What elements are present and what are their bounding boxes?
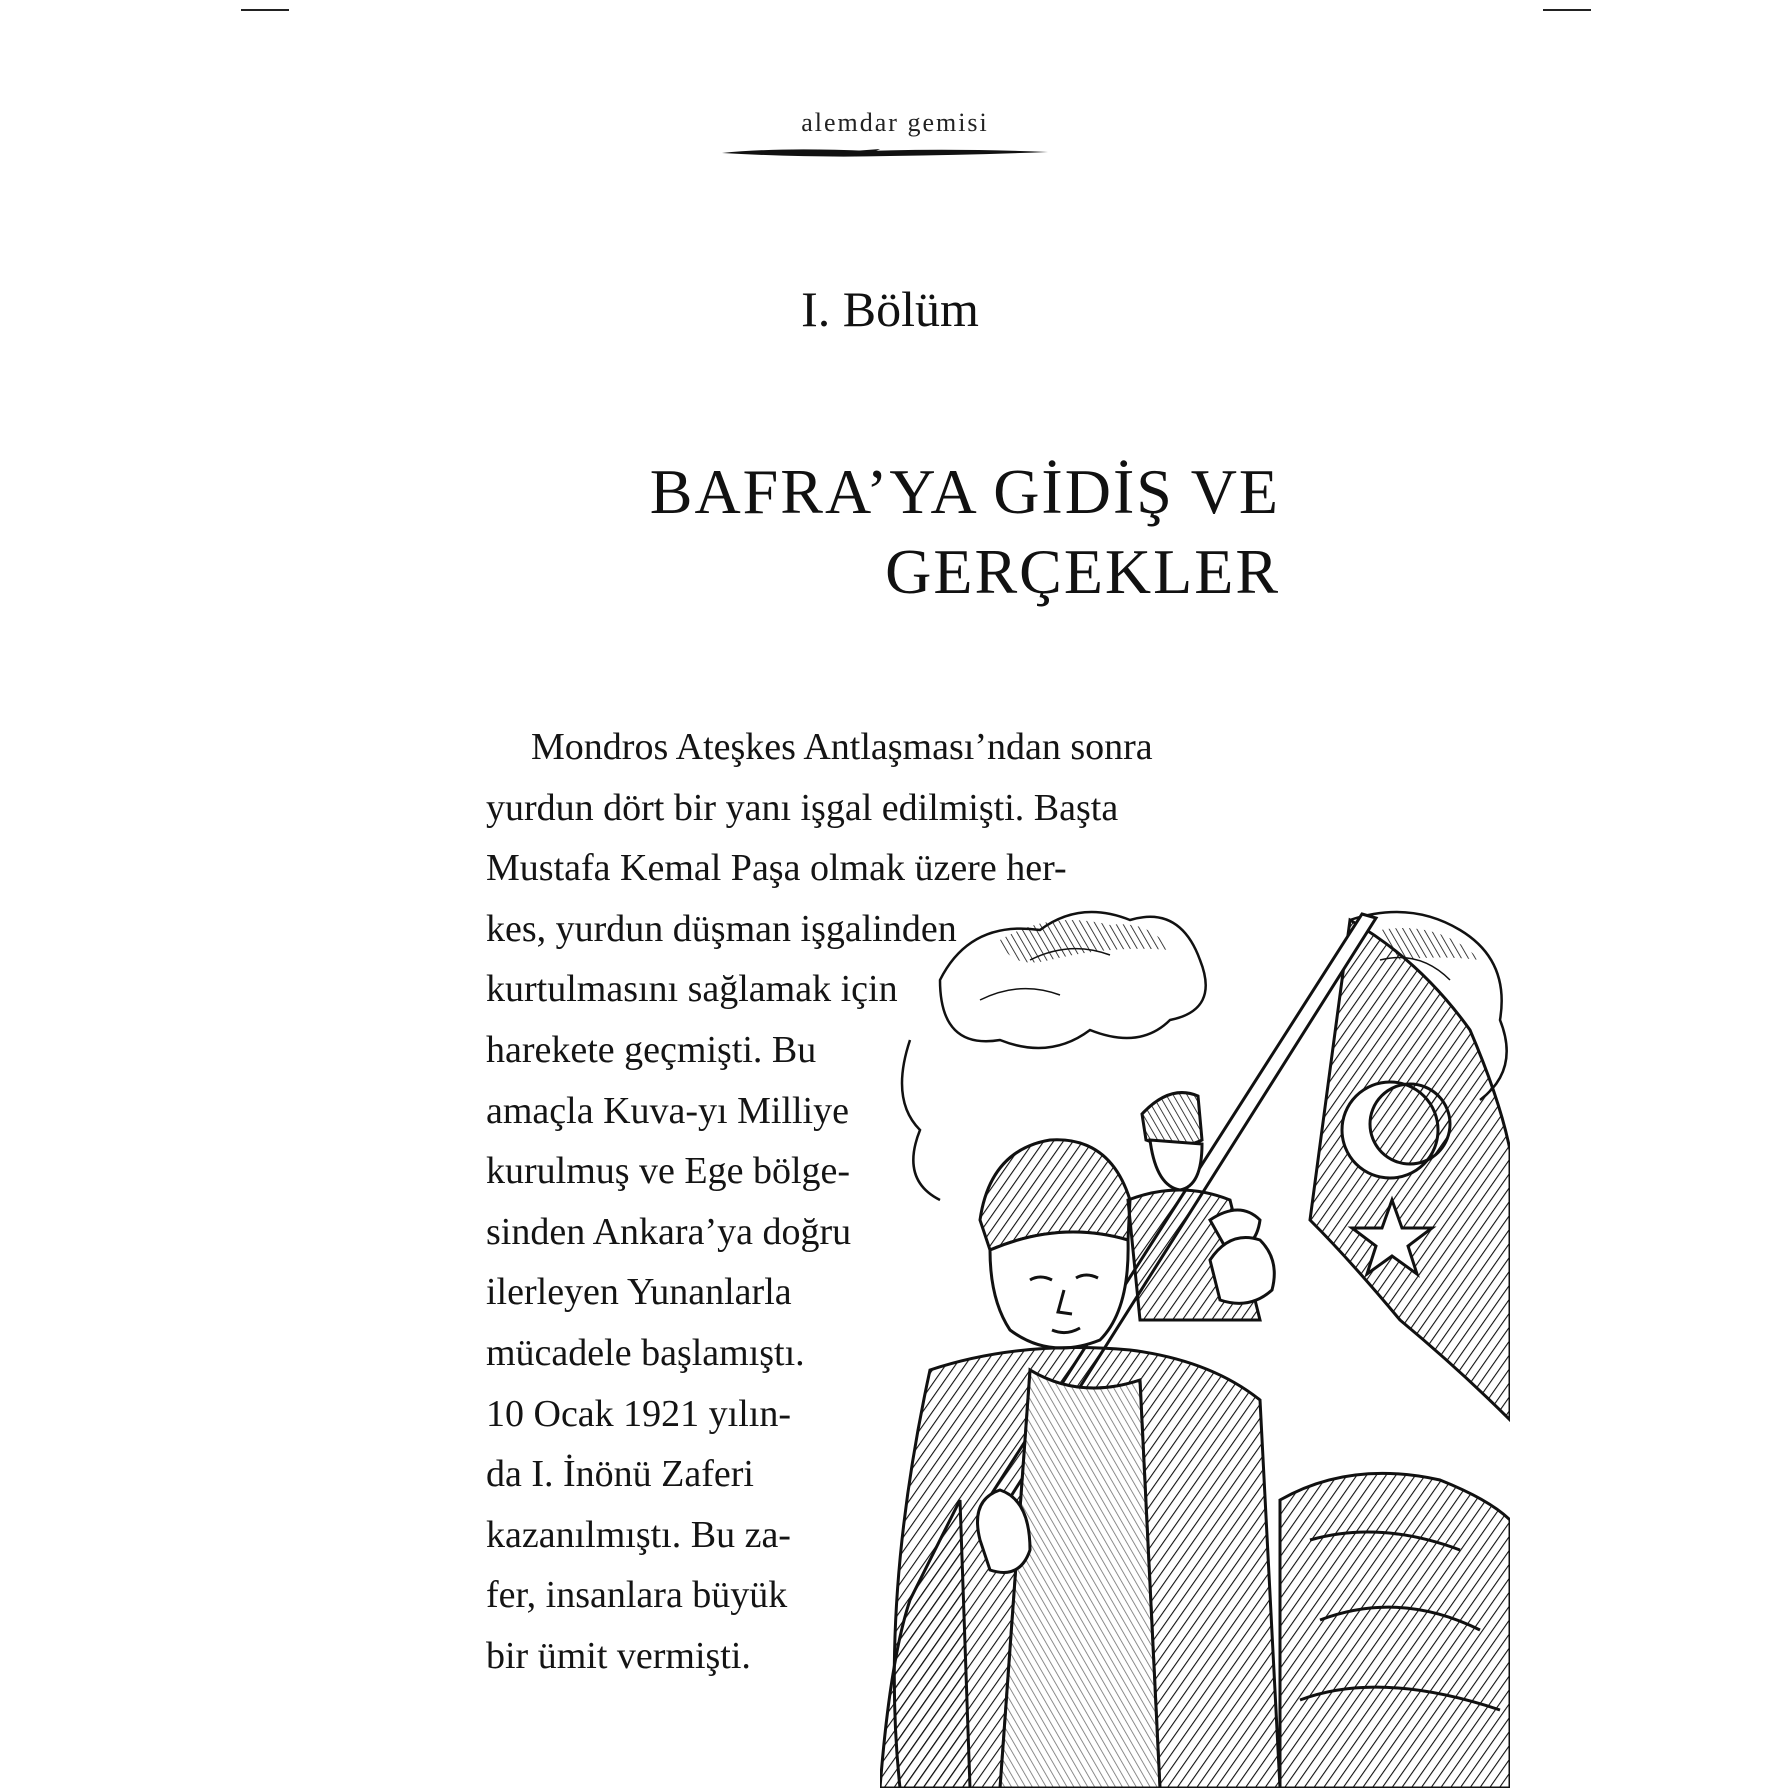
flag: [1310, 920, 1510, 1420]
body-line: da I. İnönü Zaferi: [486, 1453, 754, 1496]
soldiers-flag-illustration: [880, 900, 1510, 1788]
running-head: alemdar gemisi: [801, 108, 989, 137]
chapter-title-line: GERÇEKLER: [885, 536, 1280, 607]
body-line: yurdun dört bir yanı işgal edilmişti. Başta: [486, 786, 1119, 829]
body-line: bir ümit vermişti.: [486, 1634, 751, 1677]
body-line: sinden Ankara’ya doğru: [486, 1210, 852, 1253]
chapter-title: [560, 452, 1280, 612]
body-line: amaçla Kuva-yı Milliye: [486, 1089, 849, 1132]
body-line: fer, insanlara büyük: [486, 1574, 788, 1617]
body-line: 10 Ocak 1921 yılın-: [486, 1392, 792, 1435]
body-line: kurtulmasını sağlamak için: [486, 968, 898, 1011]
body-line: Mondros Ateşkes Antlaşması’ndan sonra: [531, 726, 1153, 768]
body-line: Mustafa Kemal Paşa olmak üzere her-: [486, 847, 1067, 890]
crop-mark-left: [241, 9, 289, 11]
body-line: kes, yurdun düşman işgalinden: [486, 907, 957, 950]
crop-mark-right: [1543, 9, 1591, 11]
body-line: ilerleyen Yunanlarla: [486, 1271, 792, 1314]
body-line: kurulmuş ve Ege bölge-: [486, 1150, 851, 1193]
body-line: mücadele başlamıştı.: [486, 1331, 805, 1374]
body-line: kazanılmıştı. Bu za-: [486, 1513, 791, 1556]
chapter-label: I. Bölüm: [801, 281, 979, 337]
chapter-title-line: BAFRA’YA GİDİŞ VE: [649, 456, 1280, 527]
ornamental-rule: [720, 146, 1050, 160]
body-line: harekete geçmişti. Bu: [486, 1028, 817, 1071]
